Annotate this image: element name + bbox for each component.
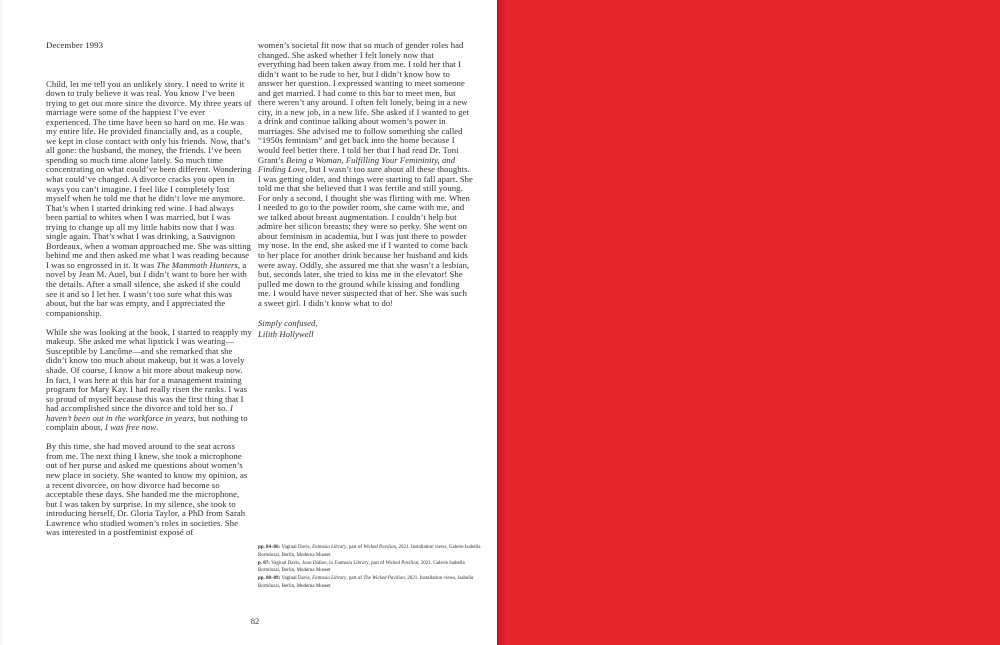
right-column-paragraphs	[258, 41, 473, 308]
letter-paragraph: women’s societal fit now that so much of gender roles had changed. She asked whether I felt lonely now that everything had been taken away from me. I told her that I didn’t want to be rude to her, but I didn’t know how to answer her question. I expressed wanting to meet someone and get married. I had come to this bar to meet men, but there weren’t any around. I often felt lonely, being in a new city, in a new job, in a new life. She asked if I wanted to get a drink and continue talking about women’s power in marriages. She advised me to follow something she called “1950s feminism” and get back into the home because I would feel better there. I told her that I had read Dr. Toni Grant’s Being a Woman, Fulfilling Your Femininity, and Finding Love, but I wasn’t too sure about all these thoughts. I was getting older, and things were starting to fall apart. She told me that she believed that I was fertile and still young. For only a second, I thought she was flirting with me. When I needed to go to the powder room, she came with me, and we talked about breast augmentation. I couldn’t help but admire her silicon breasts; they were so perky. She went on about feminism in academia, but I was just there to powder my nose. In the end, she asked me if I wanted to come back to her place for another drink because her husband and kids were away. Oddly, she assured me that she wasn’t a lesbian, but, seconds later, she tried to kiss me in the elevator! She pulled me down to the ground while kissing and fondling me. I would have never suspected that of her. She was such a sweet girl. I didn’t know what to do!	[258, 40, 473, 308]
left-text-column	[46, 41, 252, 538]
letter-date: December 1993	[46, 40, 104, 50]
letter-paragraph: Child, let me tell you an unlikely story. I need to write it down to truly believe it was real. You know I’ve been trying to get out more since the divorce. My three years of marriage were some of the happiest I’ve ever experienced. The time have been so hard on me. He was my entire life. He provided financially and, as a couple, we kept in close contact with only his friends. Now, that’s all gone: the husband, the money, the friends. I’ve been spending so much time alone lately. So much time concentrating on what could’ve been different. Wondering what could’ve changed. A divorce cracks you open in ways you can’t imagine. I feel like I completely lost myself when he told me that he didn’t love me anymore. That’s when I started drinking red wine. I had always been partial to whites when I was married, but I was trying to change up all my little habits now that I was single again. That’s what I was drinking, a Sauvignon Bordeaux, when a woman approached me. She was sitting behind me and then asked me what I was reading because I was so engrossed in it. It was The Mammoth Hunters, a novel by Jean M. Auel, but I didn’t want to bore her with the details. After a small silence, she asked if she could see it and so I let her. I wasn’t too sure what this was about, but the bar was empty, and I appreciated the companionship.	[46, 78, 252, 318]
right-red-page	[497, 0, 1000, 645]
signature-name: Lilith Hollywell	[258, 328, 314, 339]
footnote-line: p. 87: Vaginal Davis, Joan Didion, in Fantasia Library, part of Wicked Pavilion, 2021. Galerie Isabella Bortolozzi, Berlin, Moderna Museet	[258, 560, 465, 574]
left-page	[0, 0, 497, 645]
left-column-paragraphs	[46, 80, 252, 538]
image-credit-footnotes	[258, 544, 482, 591]
right-text-column	[258, 41, 473, 339]
page-number: 82	[250, 616, 260, 626]
letter-signature	[258, 318, 473, 338]
footnote-line: pp. 88–89: Vaginal Davis, Fantasia Library, part of The Wicked Pavilion, 2021. Installation views, Isabella Bortolozzi, Berlin, Moderna Museet	[258, 576, 474, 589]
footnote-line: pp. 84–86: Vaginal Davis, Fantasia Library, part of Wicked Pavilion, 2021. Installation views, Galerie Isabella Bortolozzi, Berlin, Moderna Museet	[258, 545, 481, 558]
signature-closing: Simply confused,	[258, 318, 318, 329]
letter-paragraph: While she was looking at the book, I started to reapply my makeup. She asked me what lipstick I was wearing—Susceptible by Lancôme—and she remarked that she didn’t know too much about makeup, but it was a lovely shade. Of course, I know a bit more about makeup now. In fact, I was here at this bar for a management training program for Mary Kay. I had really risen the ranks. I was so proud of myself because this was the first thing that I had accomplished since the divorce and told her so. I haven’t been out in the workforce in years, but nothing to complain about, I was free now.	[46, 326, 252, 433]
letter-paragraph: By this time, she had moved around to the seat across from me. The next thing I knew, she took a microphone out of her purse and asked me questions about women’s new place in society. She wanted to know my opinion, as a recent divorcee, on how divorce had become so acceptable these days. She handed me the microphone, but I was taken by surprise. In my silence, she took to introducing herself, Dr. Gloria Taylor, a PhD from Sarah Lawrence who studied women’s roles in societies. She was interested in a postfeminist exposé of	[46, 441, 248, 538]
